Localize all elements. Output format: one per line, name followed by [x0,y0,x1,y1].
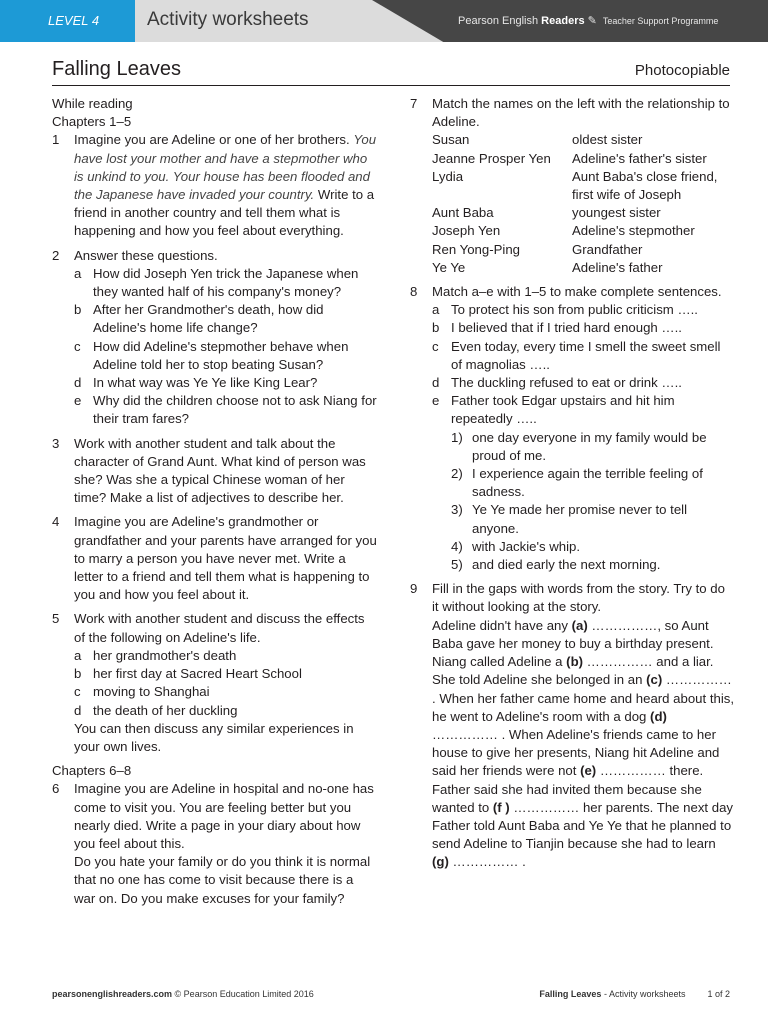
photocopiable-label: Photocopiable [634,62,730,79]
match-name: Susan [432,132,470,148]
programme-label: Teacher Support Programme [602,16,719,26]
text-segment: …………… . When her father came home and heard about this, he went to Adeline's room with a dog [432,672,735,724]
footer-site-link[interactable]: pearsonenglishreaders.com [52,989,173,999]
q1-italic: You have lost your mother and have a stepmother who is unkind to you. Your house has been flooded and the Japanese have invaded your country. [74,132,377,203]
match-row [432,241,735,259]
question-5 [52,610,378,756]
item-text: the death of her duckling [93,702,238,718]
match-name: Aunt Baba [432,205,494,221]
item-letter: c [432,338,439,354]
item-letter: b [74,666,82,682]
question-3 [52,435,378,508]
question-body [432,580,735,871]
ending-text: one day everyone in my family would be proud of me. [472,429,707,463]
section-subheading: Chapters 1–5 [52,114,132,130]
match-row [432,259,735,277]
list-item [74,301,378,337]
match-row [432,168,735,186]
match-row [432,222,735,240]
question-number: 6 [52,781,60,797]
match-name: Joseph Yen [432,223,501,239]
question-9 [410,580,735,871]
page-title: Falling Leaves [52,58,181,80]
ending-item [451,556,735,574]
question-prompt: Work with another student and discuss the effects of the following on Adeline's life. [74,611,365,645]
list-item [432,392,735,428]
ending-number: 1) [451,429,463,445]
item-letter: d [432,375,440,391]
left-column [52,95,378,908]
list-item [432,338,735,374]
text-segment: Adeline didn't have any [432,617,572,633]
q1-bold-a: Imagine you are Adeline or one of her brothers. [74,132,350,148]
gap-label: (c) [646,672,663,688]
question-8 [410,283,735,574]
footer-copyright: © Pearson Education Limited 2016 [172,989,314,999]
text-segment: …………… her parents. The next day Father told Aunt Baba and Ye Ye that he planned to send Adeline to Tianjin because she had to learn [432,799,734,852]
question-1 [52,131,378,240]
pearson-brand [458,14,718,27]
item-text: her grandmother's death [93,647,237,663]
footer-right [539,989,730,999]
item-text: How did Joseph Yen trick the Japanese when they wanted half of his company's money? [93,265,359,300]
question-number: 1 [52,132,60,148]
question-prompt: Match a–e with 1–5 to make complete sentences. [432,284,722,300]
right-column [410,95,735,872]
footer-doc-label: - Activity worksheets [601,989,686,999]
gap-label: (f ) [492,799,510,815]
match-name: Lydia [432,168,464,184]
list-item [74,338,378,374]
text-segment: …………… . When Adeline's friends came to her house to give her presents, Niang hit Adeline and said her friends were not [432,726,720,779]
gap-label: (e) [580,763,597,779]
gap-label: (b) [566,654,584,670]
question-body [74,131,378,240]
header-title: Activity worksheets [147,9,309,30]
question-body [432,95,735,277]
item-letter: a [74,265,82,281]
match-relation: first wife of Joseph [572,187,682,203]
item-letter: a [432,302,440,318]
item-letter: b [74,302,82,318]
question-7 [410,95,735,277]
item-text: moving to Shanghai [93,684,210,700]
question-number: 3 [52,435,60,451]
q6-plain: Do you hate your family or do you think it is normal that no one has come to visit because there is a war on. Do you make excuses for your family? [74,854,371,906]
question-body [74,780,378,907]
section-heading: While reading [52,96,133,111]
match-name: Jeanne Prosper Yen [432,150,551,166]
item-letter: d [74,702,82,718]
match-relation: oldest sister [572,132,643,148]
match-name: Ren Yong-Ping [432,241,520,257]
gap-label: (a) [571,617,588,633]
question-body [74,610,378,756]
item-letter: e [74,393,82,409]
match-name [432,186,572,204]
text-segment: …………… and a liar. She told Adeline she belonged in an [432,654,714,688]
q1-bold-b: Write to a friend in another country and tell them what is happening and how you feel about everything. [74,187,375,239]
list-item [74,392,378,428]
gap-label: (g) [432,854,449,870]
question-prompt: Fill in the gaps with words from the story. Try to do it without looking at the story. [432,581,725,615]
item-letter: b [432,320,440,336]
ending-item [451,538,735,556]
text-segment: …………… . [448,854,526,870]
level-badge: LEVEL 4 [0,0,135,42]
match-row [432,150,735,168]
item-letter: d [74,375,82,391]
item-text: Even today, every time I smell the sweet smell of magnolias ….. [451,338,721,372]
question-4 [52,513,378,604]
match-name: Ye Ye [432,259,466,275]
match-relation: Adeline's father [572,259,663,275]
text-segment: …………… there. Father said she had invited them because she wanted to [432,763,704,815]
match-relation: Adeline's stepmother [572,223,695,239]
footer-page-number: 1 of 2 [707,989,730,999]
question-body [74,247,378,429]
item-letter: c [74,684,81,700]
item-text: Why did the children choose not to ask Niang for their tram fares? [93,393,377,427]
item-text: After her Grandmother's death, how did Adeline's home life change? [93,302,324,336]
list-item [74,265,378,301]
item-text: Father took Edgar upstairs and hit him repeatedly ….. [451,393,675,427]
footer-left [52,989,314,999]
match-row [432,186,735,204]
question-prompt: Answer these questions. [74,247,218,263]
question-6 [52,780,378,907]
question-body: Imagine you are Adeline's grandmother or grandfather and your parents have arranged for you to marry a person you have never met. Write a letter to a friend and tell them what is happening to you and how you feel about it. [74,514,377,603]
gap-fill-text [432,617,735,872]
footer-book-title: Falling Leaves [539,989,602,999]
question-2 [52,247,378,429]
brand-prefix: Pearson English [458,15,542,27]
endings-list [432,429,735,575]
ending-text: and died early the next morning. [472,557,661,573]
section-subheading: Chapters 6–8 [52,763,132,779]
title-divider [52,85,730,86]
question-prompt: Match the names on the left with the relationship to Adeline. [432,96,730,130]
question-number: 5 [52,611,60,627]
q6-bold: Imagine you are Adeline in hospital and no-one has come to visit you. You are feeling better but you nearly died. Write a page in your diary about how you feel about this. [74,781,374,851]
item-text: I believed that if I tried hard enough ….. [451,320,682,336]
text-segment: ……………, so Aunt Baba gave her money to buy a birthday present. Niang called Adeline a [432,617,714,670]
list-item [432,301,735,319]
item-text: The duckling refused to eat or drink ….. [451,375,682,391]
question-number: 8 [410,284,418,300]
question-body [432,283,735,574]
ending-text: I experience again the terrible feeling of sadness. [472,466,703,500]
list-item [74,374,378,392]
match-relation: youngest sister [572,205,661,221]
question-number: 4 [52,514,60,530]
item-text: her first day at Sacred Heart School [93,666,302,682]
question-body: Work with another student and talk about the character of Grand Aunt. What kind of person was she? Was she a typical Chinese woman of her time? Make a list of adjectives to describe her. [74,435,366,506]
ending-item [451,465,735,501]
question-number: 9 [410,581,418,597]
item-text: To protect his son from public criticism ….. [451,302,698,318]
ending-number: 3) [451,502,463,518]
match-row [432,131,735,149]
item-letter: c [74,338,81,354]
pen-icon: ✎ [584,15,597,27]
ending-text: with Jackie's whip. [472,538,581,554]
ending-text: Ye Ye made her promise never to tell anyone. [472,502,688,536]
question-number: 7 [410,96,418,111]
item-text: In what way was Ye Ye like King Lear? [93,375,318,391]
match-row [432,204,735,222]
ending-number: 2) [451,466,463,482]
list-item [74,647,378,665]
match-relation: Aunt Baba's close friend, [572,168,718,184]
list-item [74,683,378,701]
ending-number: 4) [451,538,463,554]
question-followup: You can then discuss any similar experiences in your own lives. [74,720,354,754]
list-item [432,319,735,337]
question-number: 2 [52,247,60,263]
gap-label: (d) [650,708,667,724]
brand-bold: Readers [541,15,585,27]
list-item [74,702,378,720]
match-relation: Adeline's father's sister [572,150,707,166]
match-relation: Grandfather [572,241,643,257]
ending-number: 5) [451,557,463,573]
item-text: How did Adeline's stepmother behave when Adeline told her to stop beating Susan? [93,338,349,372]
list-item [432,374,735,392]
item-letter: a [74,647,82,663]
ending-item [451,429,735,465]
list-item [74,665,378,683]
ending-item [451,501,735,537]
item-letter: e [432,393,440,409]
